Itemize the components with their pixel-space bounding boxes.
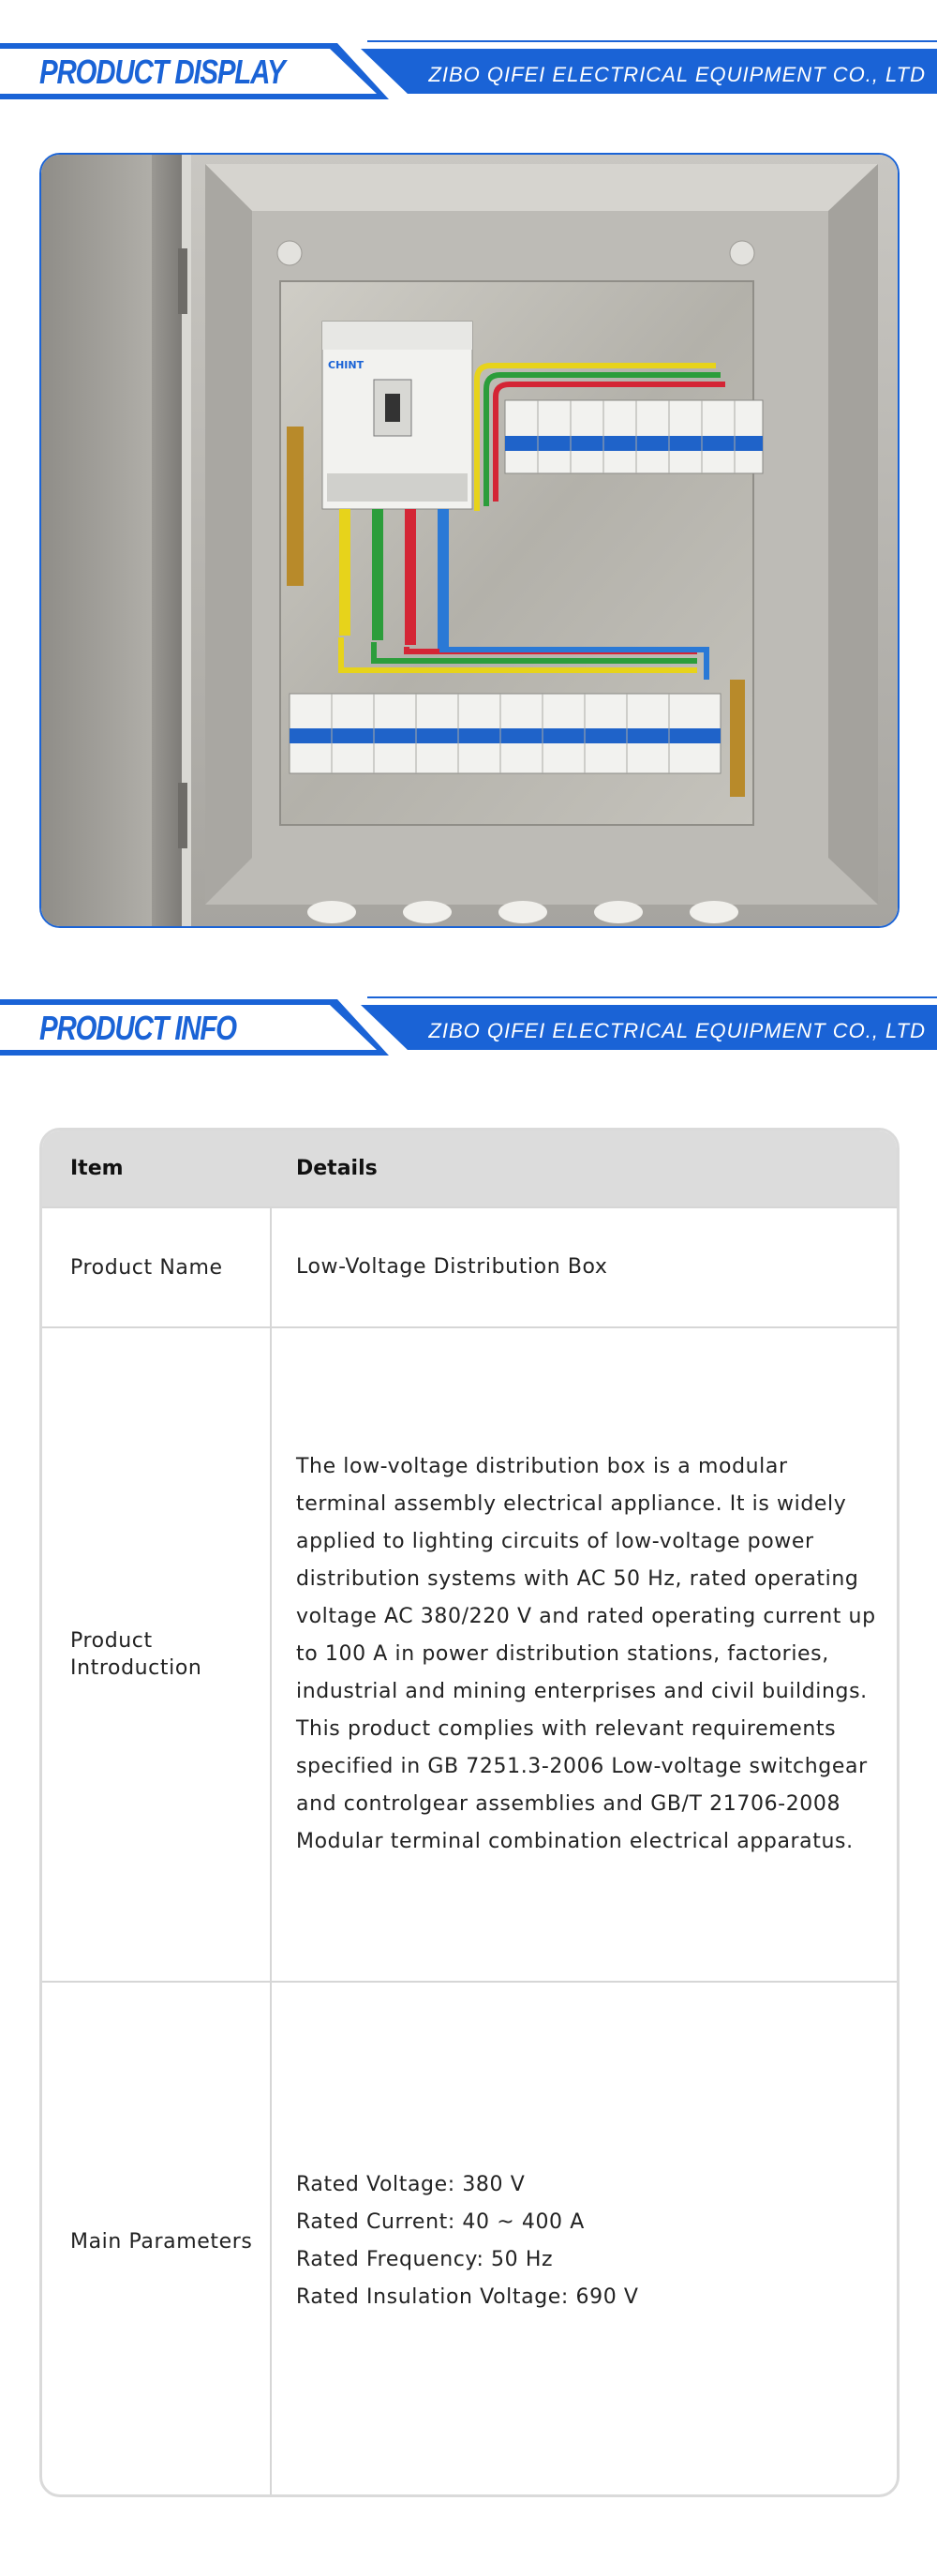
product-info-table xyxy=(39,1128,900,2497)
parameter-rated-current: Rated Current: 40 ~ 400 A xyxy=(296,2210,585,2234)
parameter-list xyxy=(296,2166,639,2316)
item-details: The low-voltage distribution box is a modular terminal assembly electrical appliance. It is widely applied to lighting circuits of low-voltage power distribution systems with AC 50 Hz, rated operating voltage AC 380/220 V and rated operating current up to 100 A in power distribution stations, factories, industrial and mining enterprises and civil buildings. This product complies with relevant requirements specified in GB 7251.3-2006 Low-voltage switchgear and controlgear assemblies and GB/T 21706-2008 Modular terminal combination electrical apparatus. xyxy=(296,1455,876,1853)
banner-title: PRODUCT DISPLAY xyxy=(39,52,285,91)
product-display-banner xyxy=(0,37,937,103)
table-row-product-introduction xyxy=(42,1326,897,1981)
column-divider xyxy=(270,1206,272,2494)
table-row-product-name xyxy=(42,1206,897,1326)
product-photo xyxy=(39,153,900,928)
company-name: ZIBO QIFEI ELECTRICAL EQUIPMENT CO., LTD xyxy=(428,1019,926,1042)
item-label: Product Name xyxy=(70,1255,223,1280)
header-item: Item xyxy=(70,1157,124,1180)
parameter-insulation-voltage: Rated Insulation Voltage: 690 V xyxy=(296,2285,639,2309)
item-label: Product Introduction xyxy=(70,1629,202,1680)
parameter-rated-voltage: Rated Voltage: 380 V xyxy=(296,2173,526,2196)
banner-title: PRODUCT INFO xyxy=(39,1009,236,1047)
parameter-rated-frequency: Rated Frequency: 50 Hz xyxy=(296,2248,554,2271)
product-info-banner xyxy=(0,994,937,1059)
header-details: Details xyxy=(296,1157,378,1180)
table-row-main-parameters xyxy=(42,1981,897,2497)
company-name: ZIBO QIFEI ELECTRICAL EQUIPMENT CO., LTD xyxy=(428,63,926,86)
brand-label: CHINT xyxy=(328,359,364,371)
item-details: Low-Voltage Distribution Box xyxy=(296,1255,608,1279)
table-header-row xyxy=(42,1131,897,1206)
item-label: Main Parameters xyxy=(70,2229,253,2254)
